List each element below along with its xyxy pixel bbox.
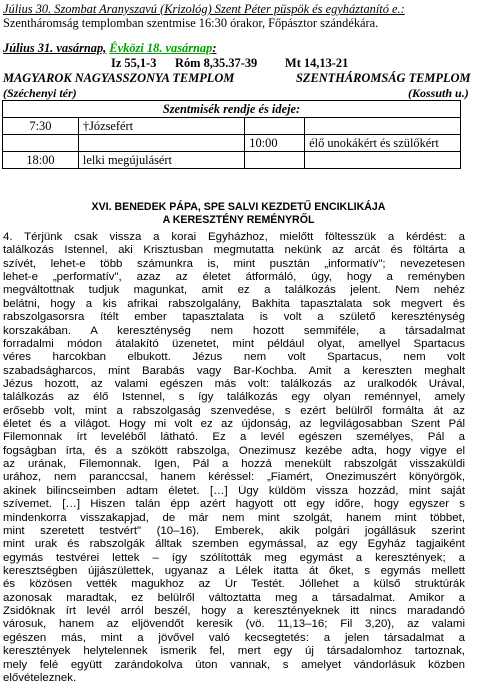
time-right: [245, 118, 305, 135]
article-line: egészen más, mint a jövővel való kecsegtetés: a jelen társadalmat a: [3, 631, 465, 644]
article-line: Filemonnak írt leveléből látható. Ez a levél egészen személyes, Pál a: [3, 431, 465, 444]
time-right: [245, 152, 305, 169]
article-line: az urának, Filemonnak. Igen, Pál a hozzá menekült rabszolgát visszaküldi: [3, 458, 465, 471]
intention-right: élő unokákért és szülőkért: [305, 135, 461, 152]
sunday-colon: :: [212, 41, 217, 55]
article-line: 4. Térjünk csak vissza a korai Egyházhoz, mielőtt föltesszük a kérdést: a: [3, 231, 465, 243]
intention-left: lelki megújulásért: [78, 152, 244, 169]
article-subtitle: A KERESZTÉNY REMÉNYRŐL: [162, 214, 315, 226]
article-line: találkozás az élő Istennel, s így találkozás egy olyan reménnyel, amely: [3, 391, 465, 404]
table-row: [3, 152, 461, 169]
first-reading: Iz 55,1-3: [111, 56, 157, 70]
time-left: 7:30: [3, 118, 79, 135]
article-line: Jézus hozott, az valami egészen más volt: találkozás az uralkodók Urával,: [3, 377, 465, 390]
saturday-notice-title: [3, 2, 405, 17]
mass-table-header: Szentmisék rendje és ideje:: [3, 101, 461, 118]
article-line: forradalmi módon átalakító üzenetet, mint például olyat, amellyel Spartacus: [3, 337, 465, 350]
article-body: [3, 231, 465, 685]
saturday-notice-text: Szentháromság templomban szentmise 16:30 órakor, Főpásztor szándékára.: [3, 16, 379, 30]
intention-left: [78, 135, 244, 152]
intention-left: †Józsefért: [78, 118, 244, 135]
mass-schedule-table: [2, 100, 461, 169]
article-line: belátni, hogy a kis afrikai rabszolgalány, Bakhita tapasztalata sok megvert és: [3, 297, 465, 310]
article-line: véres harcokban elbukott. Jézus nem volt Spartacus, nem volt: [3, 351, 465, 364]
church-right-location: (Kossuth u.): [408, 86, 469, 100]
article-line: mely felé együtt zarándokolva úton vannak, s amelyet vándorlásuk közben: [3, 658, 465, 671]
article-line: elővételeznek.: [3, 671, 77, 684]
article-line: mint urak és rabszolgák álltak szemben egymással, az egy Egyház tagjaiként: [3, 538, 465, 551]
article-line: keresztények helytelennek ismerik fel, mert egy új társadalomhoz tartoznak,: [3, 645, 465, 658]
intention-right: [305, 118, 461, 135]
saint-name: Aranyszavú (Krizológ) Szent Péter püspök és egyháztanító e.:: [96, 2, 405, 16]
article-line: szívét, lehet-e több számunkra is, mint pusztán „informatív"; nevezetesen: [3, 257, 465, 270]
article-line: Zsidóknak írt levél arról beszél, hogy a keresztényeknek itt nincs maradandó: [3, 605, 465, 618]
article-line: keresztségben újjászülettek, ugyanaz a Lélek itatta át őket, s egymás mellett: [3, 564, 465, 577]
church-right-name: SZENTHÁROMSÁG TEMPLOM: [296, 71, 471, 85]
table-row: [3, 135, 461, 152]
article-line: akinek bilincseimben adtam életet. […] Úgy küldöm vissza hozzád, mint saját: [3, 484, 465, 497]
article-line: mint szeretett testvért" (10–16). Emberek, akik polgári jogállásuk szerint: [3, 524, 465, 537]
article-line: azonosak maradtak, ez belülről változtatta meg a társadalmat. Amikor a: [3, 591, 465, 604]
article-line: korszakában. A kereszténység nem hozott semmiféle, a társadalmat: [3, 324, 465, 337]
article-line: fogságban írta, és a szökött rabszolga, Onezimusz kezébe adta, hogy vigye el: [3, 444, 465, 457]
article-line: egymás testvérei lettek – így szólították meg egymást a keresztények; a: [3, 551, 465, 564]
mass-table-header-row: [3, 101, 461, 118]
sunday-heading: [3, 41, 216, 56]
article-line: mindenkorra visszakapjad, de már nem mint szolgát, hanem mint többet,: [3, 511, 465, 524]
article-line: lehet-e „performatív", azaz az életet átformáló, úgy, hogy a reményben: [3, 271, 465, 284]
time-right: 10:00: [245, 135, 305, 152]
article-line: megváltottnak tudjuk magunkat, amit ez a találkozás jelent. Nem nehéz: [3, 284, 465, 297]
article-line: találkozás Istennel, aki Krisztusban megmutatta nekünk az arcát és föltárta a: [3, 244, 465, 257]
article-line: szívemet. […] Hiszen talán épp azért hagyott ott egy időre, hogy egyszer s: [3, 498, 465, 511]
time-left: 18:00: [3, 152, 79, 169]
church-left-name: MAGYAROK NAGYASSZONYA TEMPLOM: [3, 71, 235, 85]
time-left: [3, 135, 79, 152]
article-line: szabadságharcos, mint Barabás vagy Bar-Kochba. Amit a kereszten meghalt: [3, 364, 465, 377]
table-row: [3, 118, 461, 135]
saturday-date: Július 30. Szombat: [3, 2, 97, 16]
article-line: városuk, hanem az eljövendőt keresik (vö. 11,13–16; Fil 3,20), az valami: [3, 618, 465, 631]
article-line: és közösen vették magukhoz az Úr Testét. Jóllehet a külső struktúrák: [3, 578, 465, 591]
article-line: rabszolgasorsra ítélt ember tapasztalata is volt a születő kereszténység: [3, 311, 465, 324]
article-line: életet és a világot. Hogy mi volt ez az újdonság, az legvilágosabban Szent Pál: [3, 418, 465, 431]
second-reading: Róm 8,35.37-39: [175, 56, 258, 70]
intention-right: [305, 152, 461, 169]
liturgical-day: Évközi 18. vasárnap: [109, 41, 213, 55]
article-title: XVI. BENEDEK PÁPA, SPE SALVI KEZDETŰ ENCIKLIKÁJA: [91, 201, 386, 213]
church-left-location: (Széchenyi tér): [3, 86, 77, 100]
gospel-reading: Mt 14,13-21: [285, 56, 349, 70]
article-line: erősebb volt, mint a rabszolgaság szenvedése, s ezért belülről formálta át az: [3, 404, 465, 417]
article-line: urához, nem paranccsal, hanem kéréssel: „Fiamért, Onezimuszért könyörgök,: [3, 471, 465, 484]
sunday-date: Július 31. vasárnap,: [3, 41, 107, 55]
